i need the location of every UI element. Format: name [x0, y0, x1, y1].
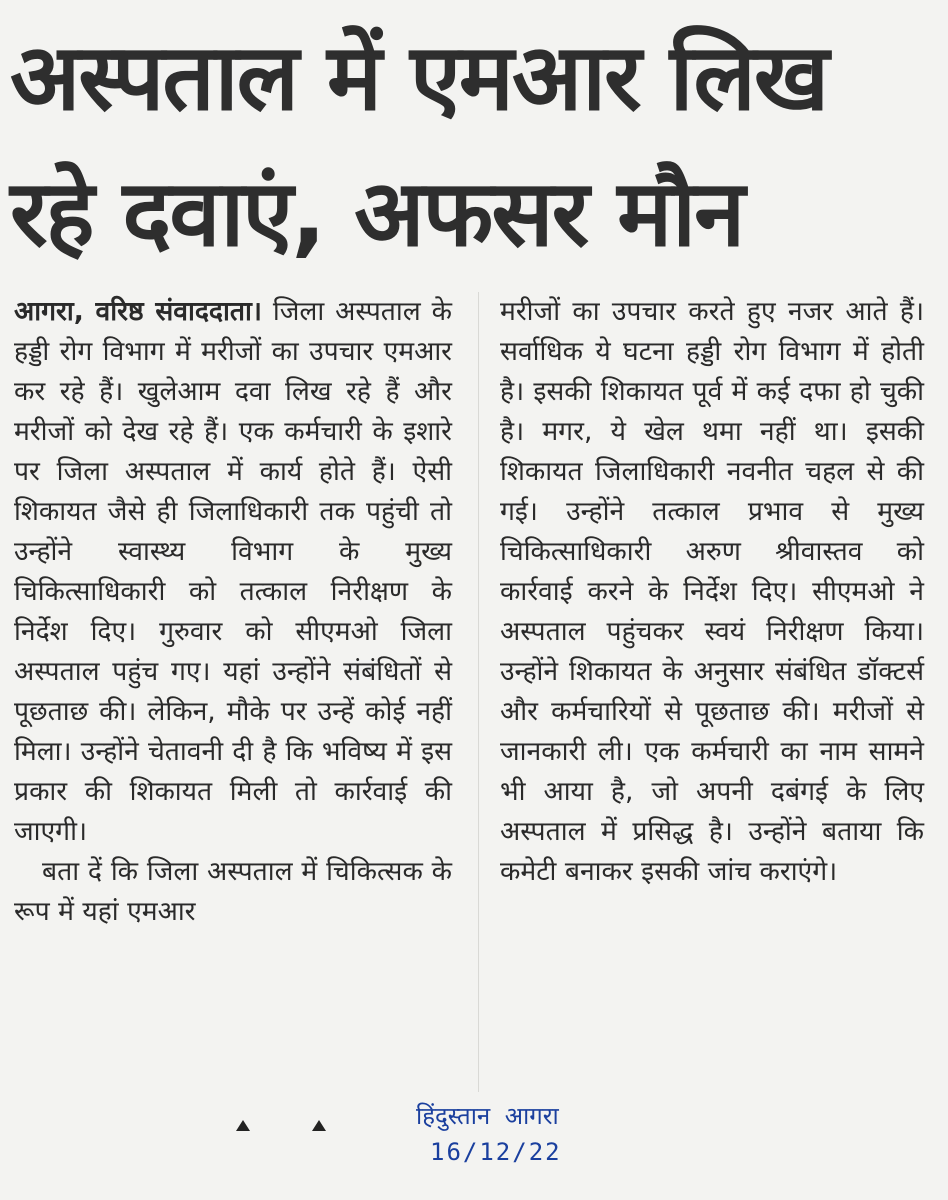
triangle-marks — [236, 1120, 336, 1140]
column-divider — [478, 292, 479, 1092]
source-annotation — [416, 1098, 636, 1170]
source-newspaper-name: हिंदुस्तान आगरा — [416, 1102, 559, 1130]
headline — [10, 10, 938, 282]
article-paragraph: बता दें कि जिला अस्पताल में चिकित्सक के रूप में यहां एमआर — [14, 856, 452, 927]
headline-line-2: रहे दवाएं, अफसर मौन — [10, 160, 744, 267]
article-column-right — [500, 292, 924, 892]
article-paragraph: मरीजों का उपचार करते हुए नजर आते हैं। सर्वाधिक ये घटना हड्डी रोग विभाग में होती है। इसकी शिकायत पूर्व में कई दफा हो चुकी है। मगर, ये खेल थमा नहीं था। इसकी शिकायत जिलाधिकारी नवनीत चहल से की गई। उन्होंने तत्काल प्रभाव से मुख्य चिकित्साधिकारी अरुण श्रीवास्तव को कार्रवाई करने के निर्देश दिए। सीएमओ ने अस्पताल पहुंचकर स्वयं निरीक्षण किया। उन्होंने शिकायत के अनुसार संबंधित डॉक्टर्स और कर्मचारियों से पूछताछ की। मरीजों से जानकारी ली। एक कर्मचारी का नाम सामने भी आया है, जो अपनी दबंगई के लिए अस्पताल में प्रसिद्ध है। उन्होंने बताया कि कमेटी बनाकर इसकी जांच कराएंगे। — [500, 296, 924, 887]
dateline: आगरा, वरिष्ठ संवाददाता। — [14, 296, 262, 327]
triangle-mark-icon — [236, 1120, 250, 1131]
headline-line-1: अस्पताल में एमआर लिख — [10, 24, 828, 131]
article-column-left — [14, 292, 452, 932]
source-date: 16/12/22 — [430, 1138, 562, 1166]
article-body-text: जिला अस्पताल के हड्डी रोग विभाग में मरीजों का उपचार एमआर कर रहे हैं। खुलेआम दवा लिख रहे हैं और मरीजों को देख रहे हैं। एक कर्मचारी के इशारे पर जिला अस्पताल में कार्य होते हैं। ऐसी शिकायत जैसे ही जिलाधिकारी तक पहुंची तो उन्होंने स्वास्थ्य विभाग के मुख्य चिकित्साधिकारी को तत्काल निरीक्षण के निर्देश दिए। गुरुवार को सीएमओ जिला अस्पताल पहुंच गए। यहां उन्होंने संबंधितों से पूछताछ की। लेकिन, मौके पर उन्हें कोई नहीं मिला। उन्होंने चेतावनी दी है कि भविष्य में इस प्रकार की शिकायत मिली तो कार्रवाई की जाएगी। — [14, 296, 452, 847]
article-paragraph — [14, 292, 452, 852]
triangle-mark-icon — [312, 1120, 326, 1131]
